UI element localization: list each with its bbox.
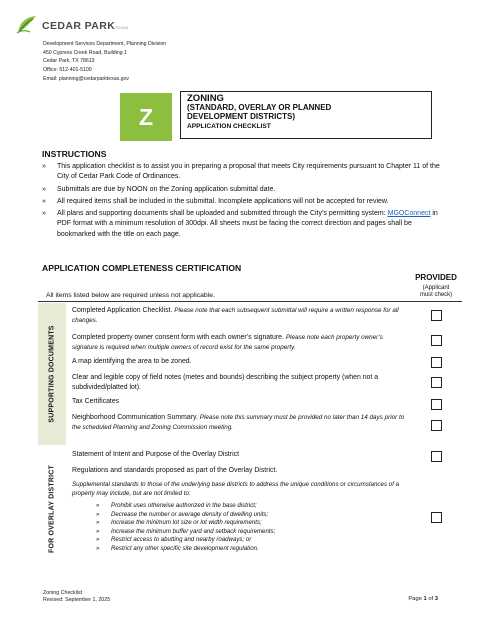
instruction-item xyxy=(42,209,447,240)
footer-revised-date: Revised: September 1, 2025 xyxy=(43,597,111,603)
item-text: A map identifying the area to be zoned. xyxy=(72,358,192,365)
checklist-item-owner-consent xyxy=(72,333,408,352)
page-word: Page xyxy=(408,596,424,602)
page-total: 3 xyxy=(434,596,438,602)
supplemental-standards-list xyxy=(96,502,396,554)
checkbox-regulations[interactable] xyxy=(431,512,442,523)
title-subtitle-2: DEVELOPMENT DISTRICTS) xyxy=(187,111,296,121)
footer-doc-name: Zoning Checklist xyxy=(43,590,83,596)
page-title: ZONING xyxy=(187,93,224,104)
instruction-text: Submittals are due by NOON on the Zoning application submittal date. xyxy=(57,185,276,193)
item-note: Please note each property owner’s signature is required when multiple owners of record exist for the same property. xyxy=(72,334,383,351)
instruction-text: All required items shall be included in the submittal. Incomplete applications will not be accepted for review. xyxy=(57,197,389,205)
item-note: Please note this summary must be provided no later than 14 days prior to the scheduled Planning and Zoning Commission meeting. xyxy=(72,414,405,431)
page-current: 1 xyxy=(423,596,427,602)
bullet: » xyxy=(96,502,100,509)
instructions-list xyxy=(42,162,447,242)
instruction-item xyxy=(42,197,447,207)
sub-list-item xyxy=(96,545,396,554)
logo-wordmark: CEDAR PARK xyxy=(42,20,116,32)
cedar-leaf-icon xyxy=(16,14,38,34)
checklist-item-neighborhood-summary xyxy=(72,413,408,432)
supporting-documents-panel xyxy=(38,303,66,445)
checklist-item-application-checklist xyxy=(72,306,408,325)
item-text: Neighborhood Communication Summary. xyxy=(72,414,200,421)
sub-item-text: Prohibit uses otherwise authorized in the base district; xyxy=(111,502,257,509)
sub-item-text: Increase the minimum lot size or lot width requirements; xyxy=(111,519,262,527)
contact-line: Office: 512-401-5100 xyxy=(43,67,92,74)
item-text: Clear and legible copy of field notes (metes and bounds) describing the subject property (when not a subdivided/platted lot). xyxy=(72,374,379,391)
sub-item-text: Decrease the number or average density of dwelling units; xyxy=(111,510,269,518)
provided-column-header: PROVIDED xyxy=(415,273,457,282)
title-block xyxy=(180,91,432,139)
instruction-text: All plans and supporting documents shall be uploaded and submitted through the City’s permitting system: xyxy=(57,210,388,218)
bullet: » xyxy=(96,527,100,535)
mgoconnect-link[interactable]: MGOConnect xyxy=(387,210,431,218)
certification-heading: APPLICATION COMPLETENESS CERTIFICATION xyxy=(42,263,242,273)
divider xyxy=(38,301,462,302)
sub-list-item xyxy=(96,536,396,545)
contact-line: Cedar Park, TX 78613 xyxy=(43,58,95,65)
section-label-supporting-documents: SUPPORTING DOCUMENTS xyxy=(48,325,56,423)
checkbox-statement-of-intent[interactable] xyxy=(431,451,442,462)
title-subtitle-1: (STANDARD, OVERLAY OR PLANNED xyxy=(187,103,332,112)
item-text: Statement of Intent and Purpose of the Overlay District xyxy=(72,451,239,458)
checklist-item-statement-of-intent xyxy=(72,450,408,460)
checkbox-zoning-map[interactable] xyxy=(431,357,442,368)
applicant-note-line: must check) xyxy=(419,292,453,298)
checklist-item-field-notes xyxy=(72,373,408,392)
bullet: » xyxy=(42,163,46,170)
contact-line: Development Services Department, Planning Division xyxy=(43,41,167,47)
section-label-overlay-district: FOR OVERLAY DISTRICT xyxy=(48,464,56,554)
zoning-letter-badge: Z xyxy=(120,93,172,141)
bullet: » xyxy=(42,210,46,218)
sub-list-item xyxy=(96,511,396,520)
instruction-item xyxy=(42,185,447,195)
item-text: Completed Application Checklist. xyxy=(72,307,175,314)
overlay-district-panel xyxy=(38,448,66,570)
item-text: Tax Certificates xyxy=(72,398,120,405)
cedar-park-logo xyxy=(16,12,136,36)
page-number xyxy=(408,596,438,602)
page-of: of xyxy=(426,596,435,602)
instruction-text: in PDF format with a minimum resolution of 300dpi. All sheets must be facing the correct direction and pages shall be bookmarked with the title on each page. xyxy=(57,210,438,238)
checkbox-field-notes[interactable] xyxy=(431,377,442,388)
instruction-item xyxy=(42,162,447,183)
bullet: » xyxy=(96,510,100,518)
applicant-note xyxy=(410,285,462,299)
checklist-label: APPLICATION CHECKLIST xyxy=(187,123,271,131)
bullet: » xyxy=(96,544,100,552)
checklist-item-regulations xyxy=(72,466,408,476)
bullet: » xyxy=(42,197,46,205)
checkbox-neighborhood-summary[interactable] xyxy=(431,420,442,431)
contact-block xyxy=(43,40,166,84)
instruction-text: This application checklist is to assist you in preparing a proposal that meets City requirements pursuant to Chapter 11 of the City of Cedar Park Code of Ordinances. xyxy=(57,163,440,181)
checklist-item-tax-certificates xyxy=(72,397,408,407)
logo-state: TEXAS xyxy=(115,25,129,30)
contact-email: Email: planning@cedarparktexas.gov xyxy=(43,75,130,82)
supplemental-standards-intro: Supplemental standards to those of the underlying base districts to address the unique conditions or circumstances of a property may include, but are not limited to: xyxy=(72,481,400,497)
bullet: » xyxy=(96,519,100,527)
bullet: » xyxy=(96,536,100,544)
applicant-note-line: (Applicant xyxy=(422,285,450,291)
checkbox-tax-certificates[interactable] xyxy=(431,399,442,410)
footer xyxy=(43,590,110,604)
contact-line: 450 Cypress Creek Road, Building 1 xyxy=(43,49,127,56)
sub-item-text: Restrict access to abutting and nearby roadways; or xyxy=(111,536,252,544)
sub-list-item xyxy=(96,519,396,528)
item-text: Regulations and standards proposed as part of the Overlay District. xyxy=(72,467,278,474)
instructions-heading: INSTRUCTIONS xyxy=(42,149,107,159)
bullet: » xyxy=(42,185,46,193)
sub-item-text: Increase the minimum buffer yard and setback requirements; xyxy=(111,527,276,535)
item-note: Please note that each subsequent submittal will require a written response for all changes. xyxy=(72,307,399,324)
sub-list-item xyxy=(96,528,396,537)
checklist-item-zoning-map xyxy=(72,357,408,367)
required-items-note: All items listed below are required unless not applicable. xyxy=(46,292,215,299)
item-text: Completed property owner consent form with each owner’s signature. xyxy=(72,334,286,341)
checkbox-owner-consent[interactable] xyxy=(431,335,442,346)
sub-item-text: Restrict any other specific site development regulation. xyxy=(111,544,259,552)
sub-list-item xyxy=(96,502,396,511)
checkbox-application-checklist[interactable] xyxy=(431,310,442,321)
